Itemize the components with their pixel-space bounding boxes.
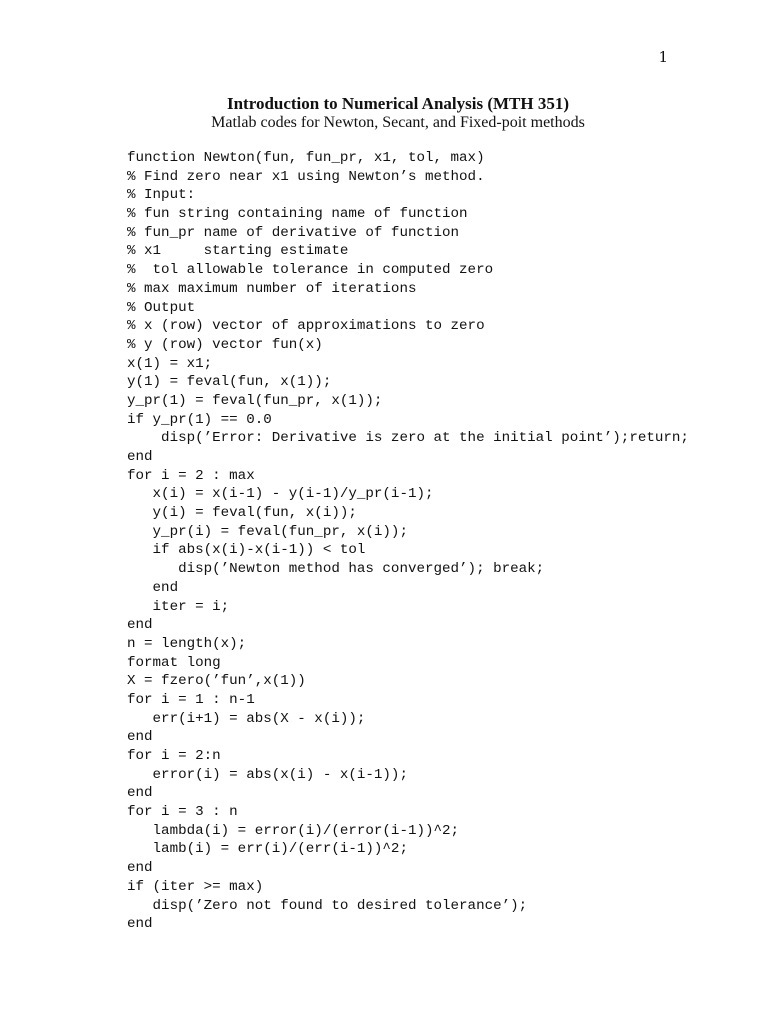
code-line: if (iter >= max) bbox=[127, 878, 264, 895]
code-line: for i = 1 : n-1 bbox=[127, 691, 255, 708]
code-line: end bbox=[127, 449, 153, 465]
code-line: x(1) = x1; bbox=[127, 355, 213, 372]
code-line: n = length(x); bbox=[127, 635, 247, 652]
code-line: % Output bbox=[127, 299, 196, 316]
code-line: % Find zero near x1 using Newton’s method. bbox=[127, 168, 485, 185]
code-line: % tol allowable tolerance in computed zero bbox=[127, 262, 494, 279]
code-line: if y_pr(1) == 0.0 bbox=[127, 411, 272, 428]
code-line: % Input: bbox=[127, 187, 196, 204]
document-title: Introduction to Numerical Analysis (MTH 351) bbox=[226, 94, 570, 113]
code-line: lamb(i) = err(i)/(err(i-1))^2; bbox=[127, 841, 408, 858]
code-line: disp(’Newton method has converged’); break; bbox=[127, 561, 545, 578]
code-line: % fun_pr name of derivative of function bbox=[127, 224, 460, 241]
document-subtitle: Matlab codes for Newton, Secant, and Fixed-poit methods bbox=[211, 114, 585, 131]
page-number: 1 bbox=[658, 48, 668, 66]
code-line: % fun string containing name of function bbox=[127, 206, 468, 223]
code-line: function Newton(fun, fun_pr, x1, tol, max) bbox=[127, 150, 485, 166]
code-line: end bbox=[127, 785, 153, 802]
code-line: for i = 2 : max bbox=[127, 467, 255, 484]
code-line: format long bbox=[127, 654, 221, 671]
code-line: lambda(i) = error(i)/(error(i-1))^2; bbox=[127, 822, 460, 839]
code-line: end bbox=[127, 617, 153, 634]
code-line: end bbox=[127, 860, 153, 877]
code-line: y(1) = feval(fun, x(1)); bbox=[127, 374, 332, 391]
code-line: % x (row) vector of approximations to zero bbox=[127, 318, 485, 335]
code-line: x(i) = x(i-1) - y(i-1)/y_pr(i-1); bbox=[127, 486, 434, 503]
code-line: % max maximum number of iterations bbox=[127, 280, 417, 297]
code-line: disp(’Zero not found to desired tolerance’); bbox=[127, 897, 528, 914]
code-line: if abs(x(i)-x(i-1)) < tol bbox=[127, 542, 366, 559]
code-line: for i = 3 : n bbox=[127, 804, 238, 821]
code-line: error(i) = abs(x(i) - x(i-1)); bbox=[127, 766, 408, 783]
code-line: iter = i; bbox=[127, 598, 230, 615]
code-line: y_pr(i) = feval(fun_pr, x(i)); bbox=[127, 523, 408, 540]
code-line: end bbox=[127, 729, 153, 746]
code-line: X = fzero(’fun’,x(1)) bbox=[127, 673, 306, 690]
code-line: end bbox=[127, 916, 153, 933]
code-line: % y (row) vector fun(x) bbox=[127, 336, 323, 353]
code-line: err(i+1) = abs(X - x(i)); bbox=[127, 710, 366, 727]
code-line: disp(’Error: Derivative is zero at the initial point’);return; bbox=[127, 430, 689, 447]
code-listing bbox=[127, 149, 689, 934]
code-line: y_pr(1) = feval(fun_pr, x(1)); bbox=[127, 392, 383, 409]
code-line: for i = 2:n bbox=[127, 748, 221, 764]
code-line: y(i) = feval(fun, x(i)); bbox=[127, 505, 357, 522]
code-line: end bbox=[127, 579, 179, 596]
code-line: % x1 starting estimate bbox=[127, 243, 349, 260]
